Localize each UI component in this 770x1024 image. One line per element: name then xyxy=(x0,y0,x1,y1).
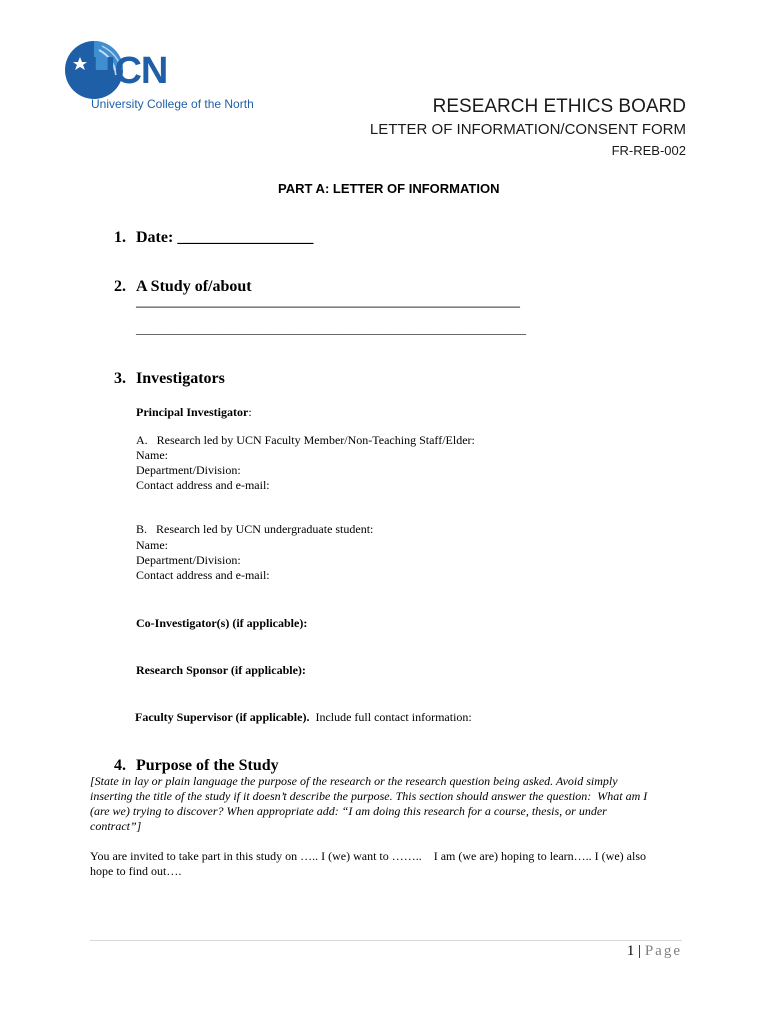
option-b-label: B. Research led by UCN undergraduate student: xyxy=(136,522,374,536)
date-field-label: Date: _________________ xyxy=(136,229,314,246)
part-a-heading: PART A: LETTER OF INFORMATION xyxy=(278,181,500,196)
study-about-label: A Study of/about xyxy=(136,278,252,295)
page-number: 1 | Page xyxy=(626,943,682,959)
option-a-name: Name: xyxy=(136,448,168,462)
option-a-label: A. Research led by UCN Faculty Member/Non-Teaching Staff/Elder: xyxy=(136,433,475,447)
section-1-number: 1. xyxy=(114,229,126,246)
study-blank-line-1: ________________________________________________________________ xyxy=(136,295,520,309)
principal-investigator-label: Principal Investigator: xyxy=(136,405,252,419)
investigators-heading: Investigators xyxy=(136,370,225,387)
invitation-line-1: You are invited to take part in this study on ….. I (we) want to …….. I am (we are) hoping to learn….. I (we) also xyxy=(90,849,646,863)
study-blank-line-2: _________________________________________________________________ xyxy=(136,322,526,336)
board-title: RESEARCH ETHICS BOARD xyxy=(432,96,686,117)
option-b-department: Department/Division: xyxy=(136,553,241,567)
section-2-number: 2. xyxy=(114,278,126,295)
option-a-department: Department/Division: xyxy=(136,463,241,477)
form-code: FR-REB-002 xyxy=(611,143,686,158)
footer-divider xyxy=(90,940,682,941)
section-4-number: 4. xyxy=(114,757,126,774)
research-sponsor-label: Research Sponsor (if applicable): xyxy=(136,663,306,677)
purpose-instructions-line-1: [State in lay or plain language the purpose of the research or the research question being asked. Avoid simply xyxy=(90,774,618,788)
purpose-instructions-line-3: (are we) trying to discover? When appropriate add: “I am doing this research for a course, thesis, or under xyxy=(90,804,607,818)
faculty-supervisor-label: Faculty Supervisor (if applicable). Include full contact information: xyxy=(135,710,472,724)
purpose-instructions-line-4: contract”] xyxy=(90,819,142,833)
logo-wordmark: UCN xyxy=(88,50,168,92)
form-title: LETTER OF INFORMATION/CONSENT FORM xyxy=(369,121,686,138)
invitation-line-2: hope to find out…. xyxy=(90,864,182,878)
co-investigator-label: Co-Investigator(s) (if applicable): xyxy=(136,616,308,630)
purpose-heading: Purpose of the Study xyxy=(136,757,279,774)
section-3-number: 3. xyxy=(114,370,126,387)
option-b-name: Name: xyxy=(136,538,168,552)
option-a-contact: Contact address and e-mail: xyxy=(136,478,270,492)
purpose-instructions-line-2: inserting the title of the study if it doesn’t describe the purpose. This section should answer the question: What am I xyxy=(90,789,648,803)
logo-subtitle: University College of the North xyxy=(91,97,254,111)
option-b-contact: Contact address and e-mail: xyxy=(136,568,270,582)
